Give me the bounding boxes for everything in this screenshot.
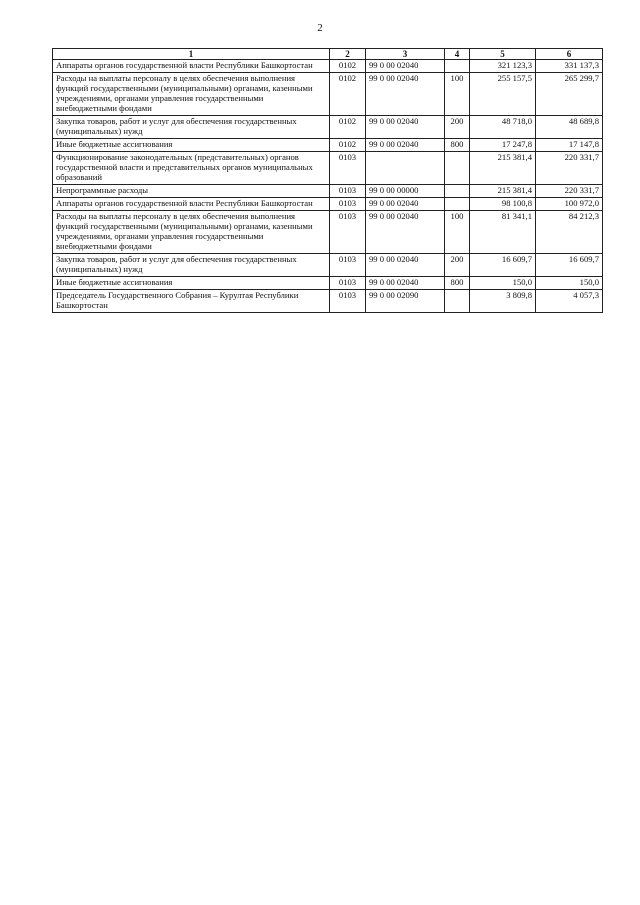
- row-amount-col6: 4 057,3: [536, 289, 603, 312]
- row-target-article: 99 0 00 02090: [366, 289, 445, 312]
- row-amount-col5: 17 247,8: [470, 139, 536, 152]
- header-col-4: 4: [445, 49, 470, 60]
- row-name: Председатель Государственного Собрания – Курултая Республики Башкортостан: [53, 289, 330, 312]
- row-expense-type: [445, 185, 470, 198]
- row-section-code: 0102: [330, 60, 366, 73]
- budget-table: [52, 48, 603, 313]
- row-amount-col6: 265 299,7: [536, 73, 603, 116]
- table-row: [53, 185, 603, 198]
- row-expense-type: 800: [445, 139, 470, 152]
- row-expense-type: 100: [445, 211, 470, 254]
- row-expense-type: [445, 289, 470, 312]
- page-number: 2: [317, 22, 323, 34]
- row-amount-col6: 220 331,7: [536, 152, 603, 185]
- row-expense-type: 200: [445, 116, 470, 139]
- row-target-article: 99 0 00 00000: [366, 185, 445, 198]
- row-name: Аппараты органов государственной власти Республики Башкортостан: [53, 60, 330, 73]
- row-amount-col5: 215 381,4: [470, 152, 536, 185]
- row-target-article: 99 0 00 02040: [366, 253, 445, 276]
- row-target-article: 99 0 00 02040: [366, 116, 445, 139]
- row-section-code: 0103: [330, 289, 366, 312]
- table-row: [53, 253, 603, 276]
- row-amount-col6: 100 972,0: [536, 198, 603, 211]
- row-name: Расходы на выплаты персоналу в целях обеспечения выполнения функций государственными (муниципальными) органами, казенными учреждениями, органами управления государственными внебюджетными фондами: [53, 73, 330, 116]
- table-row: [53, 116, 603, 139]
- table-row: [53, 152, 603, 185]
- row-name: Аппараты органов государственной власти Республики Башкортостан: [53, 198, 330, 211]
- row-amount-col5: 150,0: [470, 276, 536, 289]
- header-col-3: 3: [366, 49, 445, 60]
- row-expense-type: 200: [445, 253, 470, 276]
- row-target-article: 99 0 00 02040: [366, 60, 445, 73]
- row-amount-col5: 215 381,4: [470, 185, 536, 198]
- row-expense-type: [445, 152, 470, 185]
- row-amount-col5: 81 341,1: [470, 211, 536, 254]
- row-amount-col5: 16 609,7: [470, 253, 536, 276]
- row-section-code: 0103: [330, 276, 366, 289]
- row-target-article: 99 0 00 02040: [366, 198, 445, 211]
- row-target-article: 99 0 00 02040: [366, 276, 445, 289]
- row-amount-col5: 255 157,5: [470, 73, 536, 116]
- row-expense-type: 800: [445, 276, 470, 289]
- row-name: Непрограммные расходы: [53, 185, 330, 198]
- row-section-code: 0102: [330, 116, 366, 139]
- row-section-code: 0103: [330, 152, 366, 185]
- table-row: [53, 60, 603, 73]
- row-expense-type: 100: [445, 73, 470, 116]
- row-expense-type: [445, 60, 470, 73]
- header-col-2: 2: [330, 49, 366, 60]
- row-section-code: 0103: [330, 211, 366, 254]
- row-amount-col6: 331 137,3: [536, 60, 603, 73]
- table-row: [53, 289, 603, 312]
- row-amount-col5: 321 123,3: [470, 60, 536, 73]
- header-col-6: 6: [536, 49, 603, 60]
- row-name: Расходы на выплаты персоналу в целях обеспечения выполнения функций государственными (муниципальными) органами, казенными учреждениями, органами управления государственными внебюджетными фондами: [53, 211, 330, 254]
- row-section-code: 0103: [330, 253, 366, 276]
- header-col-1: 1: [53, 49, 330, 60]
- table-row: [53, 139, 603, 152]
- row-amount-col6: 48 689,8: [536, 116, 603, 139]
- row-amount-col6: 150,0: [536, 276, 603, 289]
- table-header-row: [53, 49, 603, 60]
- row-name: Закупка товаров, работ и услуг для обеспечения государственных (муниципальных) нужд: [53, 116, 330, 139]
- table-row: [53, 198, 603, 211]
- row-section-code: 0103: [330, 185, 366, 198]
- table-body: [53, 60, 603, 312]
- row-name: Иные бюджетные ассигнования: [53, 139, 330, 152]
- row-amount-col6: 17 147,8: [536, 139, 603, 152]
- row-amount-col5: 48 718,0: [470, 116, 536, 139]
- header-col-5: 5: [470, 49, 536, 60]
- table-row: [53, 276, 603, 289]
- row-amount-col5: 3 809,8: [470, 289, 536, 312]
- row-section-code: 0102: [330, 139, 366, 152]
- row-target-article: [366, 152, 445, 185]
- row-amount-col6: 84 212,3: [536, 211, 603, 254]
- row-target-article: 99 0 00 02040: [366, 211, 445, 254]
- row-name: Закупка товаров, работ и услуг для обеспечения государственных (муниципальных) нужд: [53, 253, 330, 276]
- row-name: Функционирование законодательных (представительных) органов государственной власти и представительных органов муниципальных образований: [53, 152, 330, 185]
- row-amount-col6: 220 331,7: [536, 185, 603, 198]
- row-section-code: 0103: [330, 198, 366, 211]
- row-target-article: 99 0 00 02040: [366, 139, 445, 152]
- table-row: [53, 73, 603, 116]
- row-amount-col6: 16 609,7: [536, 253, 603, 276]
- table-row: [53, 211, 603, 254]
- row-expense-type: [445, 198, 470, 211]
- row-target-article: 99 0 00 02040: [366, 73, 445, 116]
- row-name: Иные бюджетные ассигнования: [53, 276, 330, 289]
- row-section-code: 0102: [330, 73, 366, 116]
- row-amount-col5: 98 100,8: [470, 198, 536, 211]
